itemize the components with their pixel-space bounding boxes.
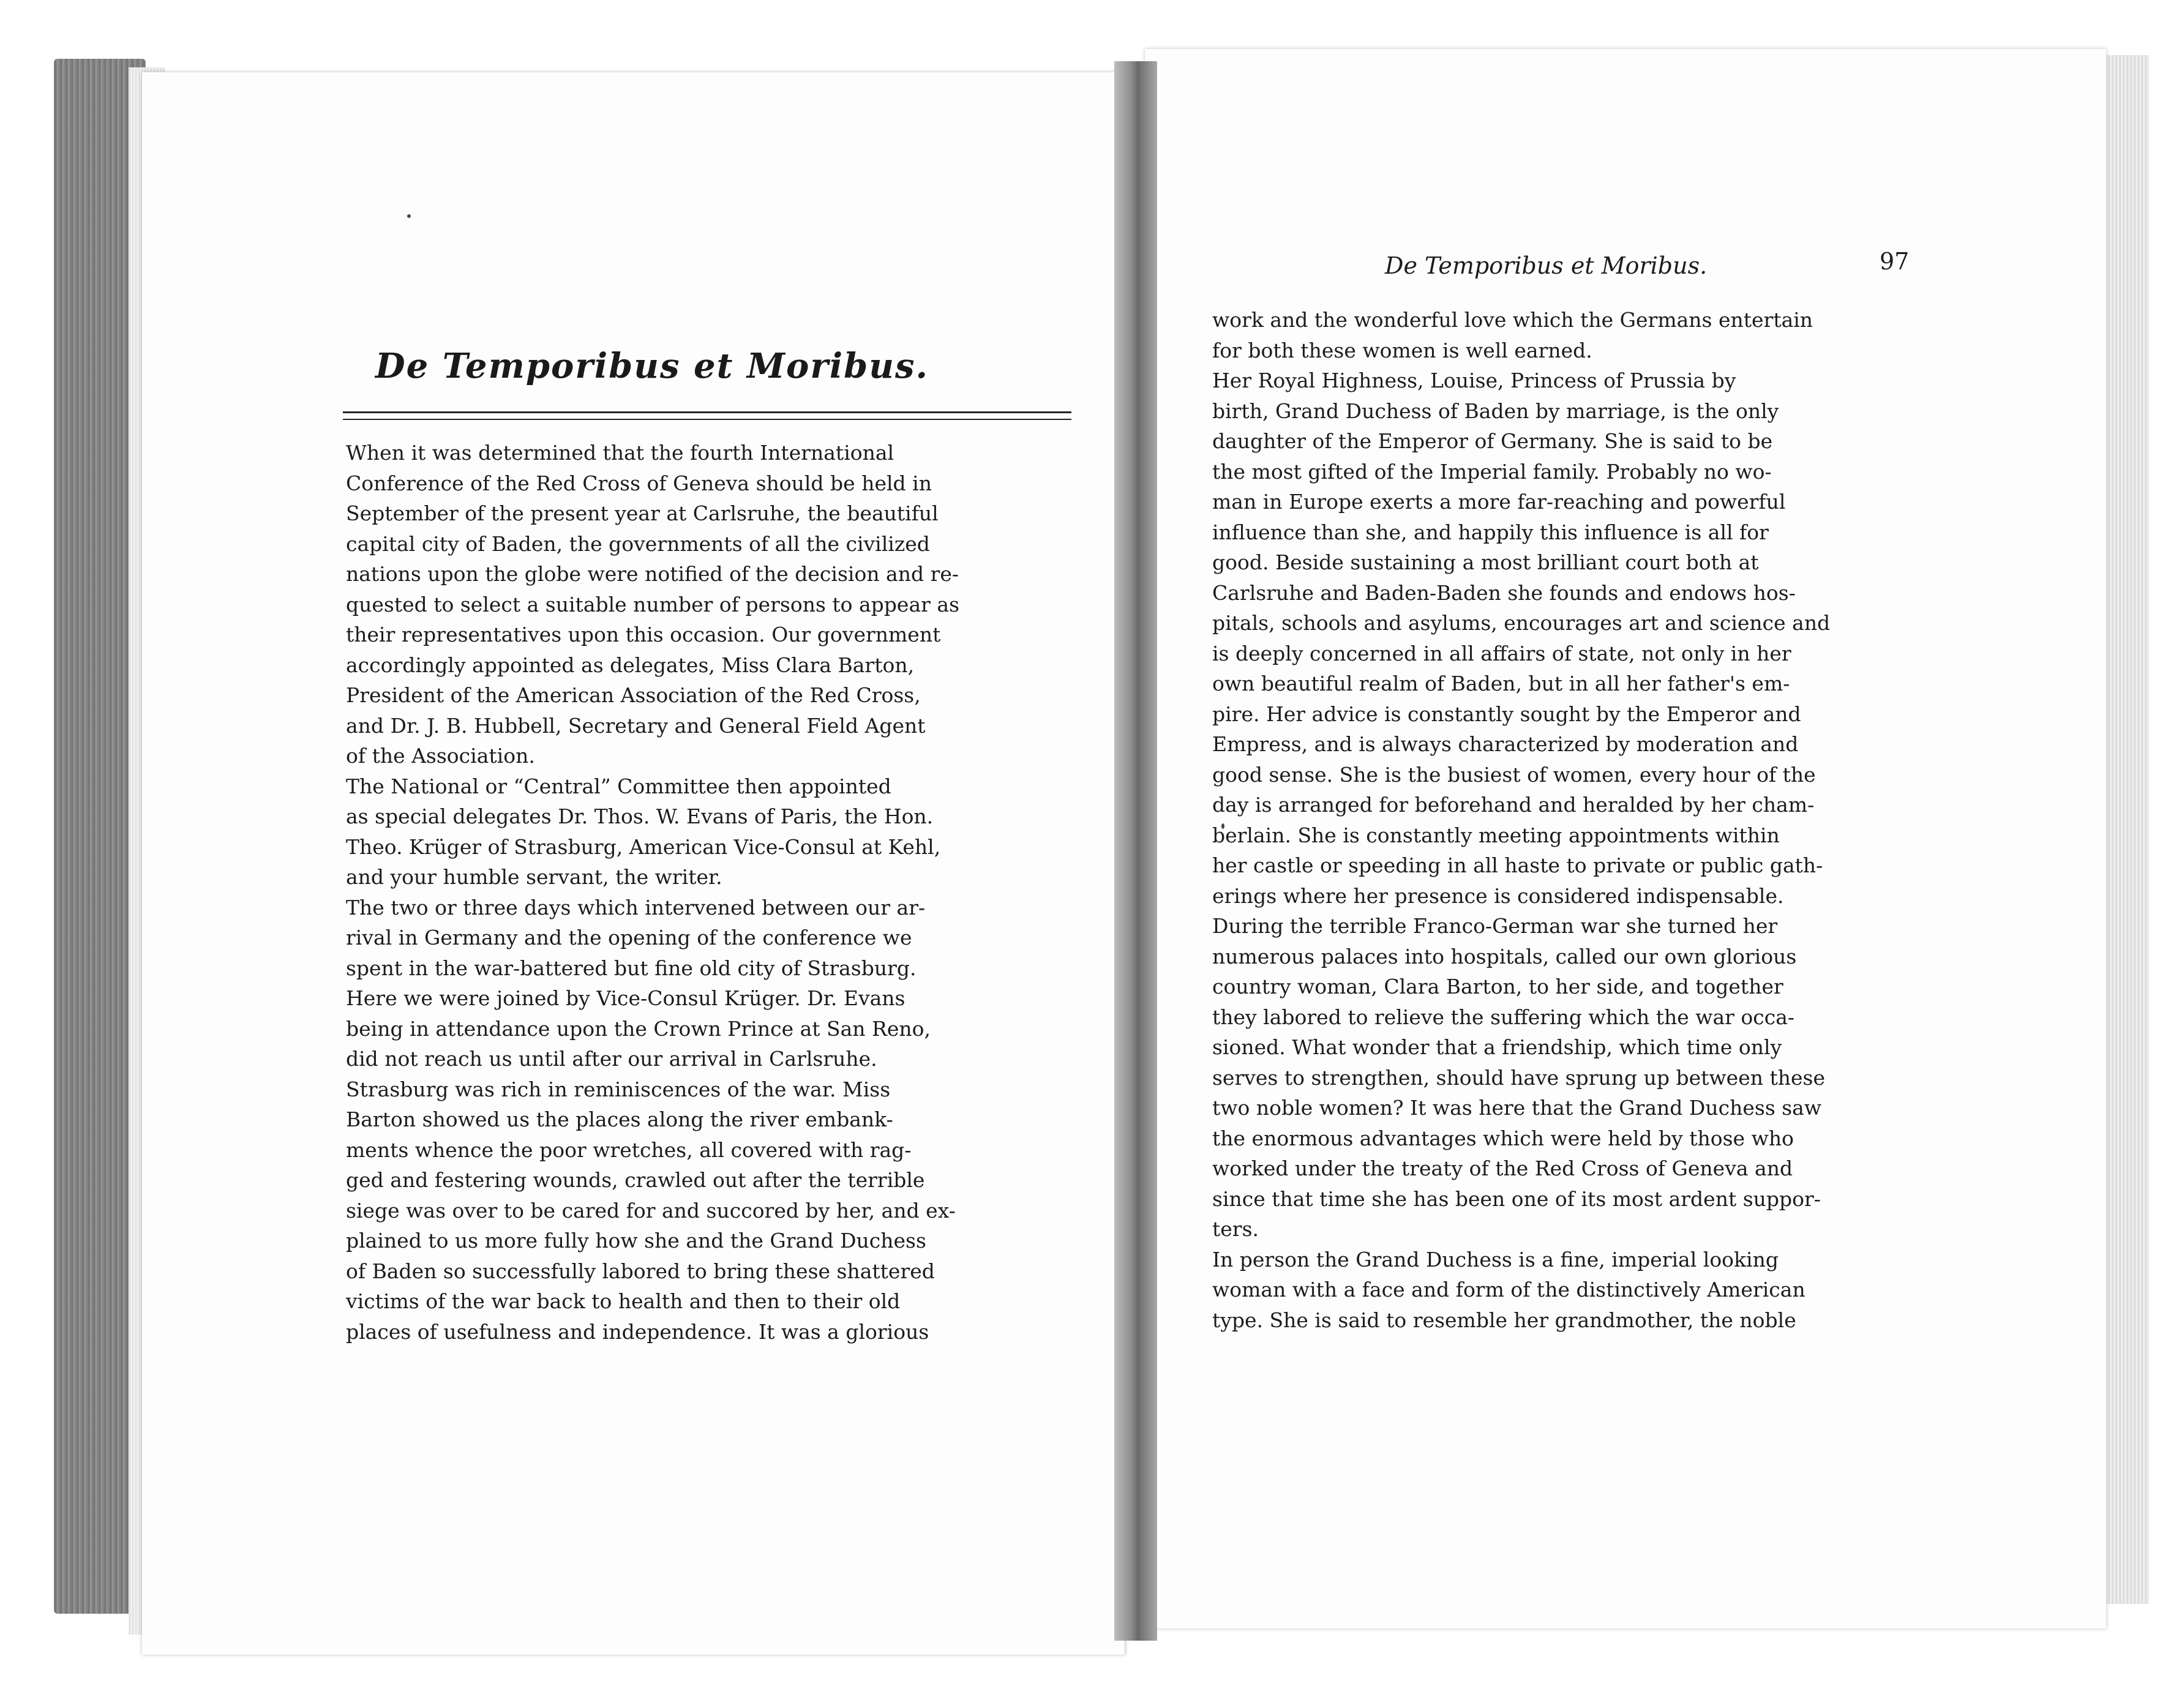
text-line: birth, Grand Duchess of Baden by marriage, is the only <box>1212 399 1779 423</box>
text-line: sioned. What wonder that a friendship, which time only <box>1212 1035 1782 1059</box>
text-line: good. Beside sustaining a most brilliant court both at <box>1212 550 1759 574</box>
right-page-text <box>1212 305 1916 1335</box>
text-line: accordingly appointed as delegates, Miss Clara Barton, <box>346 653 915 677</box>
text-line: September of the present year at Carlsruhe, the beautiful <box>346 501 939 525</box>
text-line: as special delegates Dr. Thos. W. Evans of Paris, the Hon. <box>346 804 934 828</box>
text-line: quested to select a suitable number of persons to appear as <box>346 592 960 616</box>
text-line: and Dr. J. B. Hubbell, Secretary and General Field Agent <box>346 713 926 738</box>
book-gutter <box>1114 61 1157 1641</box>
text-line: for both these women is well earned. <box>1212 338 1592 362</box>
text-line: Empress, and is always characterized by moderation and <box>1212 732 1799 756</box>
text-line: plained to us more fully how she and the Grand Duchess <box>346 1229 926 1253</box>
text-line: In person the Grand Duchess is a fine, imperial looking <box>1212 1247 1779 1272</box>
text-line: own beautiful realm of Baden, but in all her father's em- <box>1212 672 1790 695</box>
text-line: victims of the war back to health and then to their old <box>346 1289 901 1313</box>
text-line: and your humble servant, the writer. <box>346 865 722 889</box>
text-line: berlain. She is constantly meeting appointments within <box>1212 823 1780 847</box>
text-line: places of usefulness and independence. It was a glorious <box>346 1319 929 1344</box>
text-line: pire. Her advice is constantly sought by the Emperor and <box>1212 702 1801 726</box>
heading-rule-top <box>343 411 1071 413</box>
page-number: 97 <box>1880 248 1910 275</box>
text-line: good sense. She is the busiest of women, every hour of the <box>1212 762 1816 787</box>
text-line: pitals, schools and asylums, encourages art and science and <box>1212 611 1831 635</box>
text-line: Strasburg was rich in reminiscences of the war. Miss <box>346 1077 891 1101</box>
text-line: President of the American Association of the Red Cross, <box>346 683 921 707</box>
text-line: Carlsruhe and Baden-Baden she founds and endows hos- <box>1212 580 1796 605</box>
text-line: Conference of the Red Cross of Geneva should be held in <box>346 471 932 495</box>
text-line: serves to strengthen, should have sprung up between these <box>1212 1065 1825 1090</box>
running-head: De Temporibus et Moribus. <box>1385 252 1708 279</box>
text-line: did not reach us until after our arrival in Carlsruhe. <box>346 1047 877 1071</box>
text-line: being in attendance upon the Crown Prince at San Reno, <box>346 1016 931 1041</box>
text-line: work and the wonderful love which the Germans entertain <box>1212 308 1813 332</box>
text-line: ters. <box>1212 1217 1259 1241</box>
text-line: nations upon the globe were notified of the decision and re- <box>346 562 959 586</box>
text-line: The two or three days which intervened between our ar- <box>346 895 926 920</box>
text-line: two noble women? It was here that the Grand Duchess saw <box>1212 1096 1822 1120</box>
text-line: of Baden so successfully labored to bring these shattered <box>346 1259 935 1283</box>
text-line: type. She is said to resemble her grandmother, the noble <box>1212 1308 1796 1332</box>
text-line: siege was over to be cared for and succored by her, and ex- <box>346 1198 956 1223</box>
text-line: woman with a face and form of the distinctively American <box>1212 1278 1805 1302</box>
text-line: numerous palaces into hospitals, called our own glorious <box>1212 944 1797 968</box>
left-page-text <box>346 438 1074 1347</box>
text-line: Her Royal Highness, Louise, Princess of Prussia by <box>1212 369 1736 392</box>
paper-speck <box>407 214 411 218</box>
text-line: day is arranged for beforehand and heralded by her cham- <box>1212 793 1815 817</box>
text-line: Barton showed us the places along the river embank- <box>346 1107 893 1131</box>
text-line: Here we were joined by Vice-Consul Krüger. Dr. Evans <box>346 986 905 1010</box>
text-line: influence than she, and happily this influence is all for <box>1212 520 1769 544</box>
text-line: is deeply concerned in all affairs of state, not only in her <box>1212 641 1791 665</box>
text-line: daughter of the Emperor of Germany. She is said to be <box>1212 429 1773 453</box>
text-line: country woman, Clara Barton, to her side, and together <box>1212 975 1783 998</box>
text-line: her castle or speeding in all haste to private or public gath- <box>1212 853 1823 877</box>
text-line: When it was determined that the fourth International <box>346 441 894 465</box>
text-line: the most gifted of the Imperial family. Probably no wo- <box>1212 459 1772 484</box>
text-line: spent in the war-battered but fine old city of Strasburg. <box>346 956 917 980</box>
text-line: since that time she has been one of its most ardent suppor- <box>1212 1186 1821 1211</box>
text-line: worked under the treaty of the Red Cross of Geneva and <box>1212 1156 1793 1180</box>
text-line: man in Europe exerts a more far-reaching and powerful <box>1212 490 1786 514</box>
right-page-edges <box>2100 55 2149 1604</box>
text-line: the enormous advantages which were held by those who <box>1212 1126 1794 1150</box>
text-line: they labored to relieve the suffering which the war occa- <box>1212 1005 1795 1029</box>
text-line: Theo. Krüger of Strasburg, American Vice-Consul at Kehl, <box>346 834 941 859</box>
text-line: of the Association. <box>346 744 535 768</box>
heading-rule-bottom <box>343 419 1071 420</box>
text-line: The National or “Central” Committee then appointed <box>346 774 891 798</box>
article-heading: De Temporibus et Moribus. <box>375 346 929 386</box>
text-line: ments whence the poor wretches, all covered with rag- <box>346 1137 912 1162</box>
text-line: capital city of Baden, the governments of all the civilized <box>346 531 930 556</box>
text-line: rival in Germany and the opening of the conference we <box>346 926 912 950</box>
text-line: their representatives upon this occasion. Our government <box>346 623 941 646</box>
text-line: erings where her presence is considered indispensable. <box>1212 883 1784 908</box>
text-line: ged and festering wounds, crawled out after the terrible <box>346 1168 925 1192</box>
text-line: During the terrible Franco-German war she turned her <box>1212 914 1778 938</box>
